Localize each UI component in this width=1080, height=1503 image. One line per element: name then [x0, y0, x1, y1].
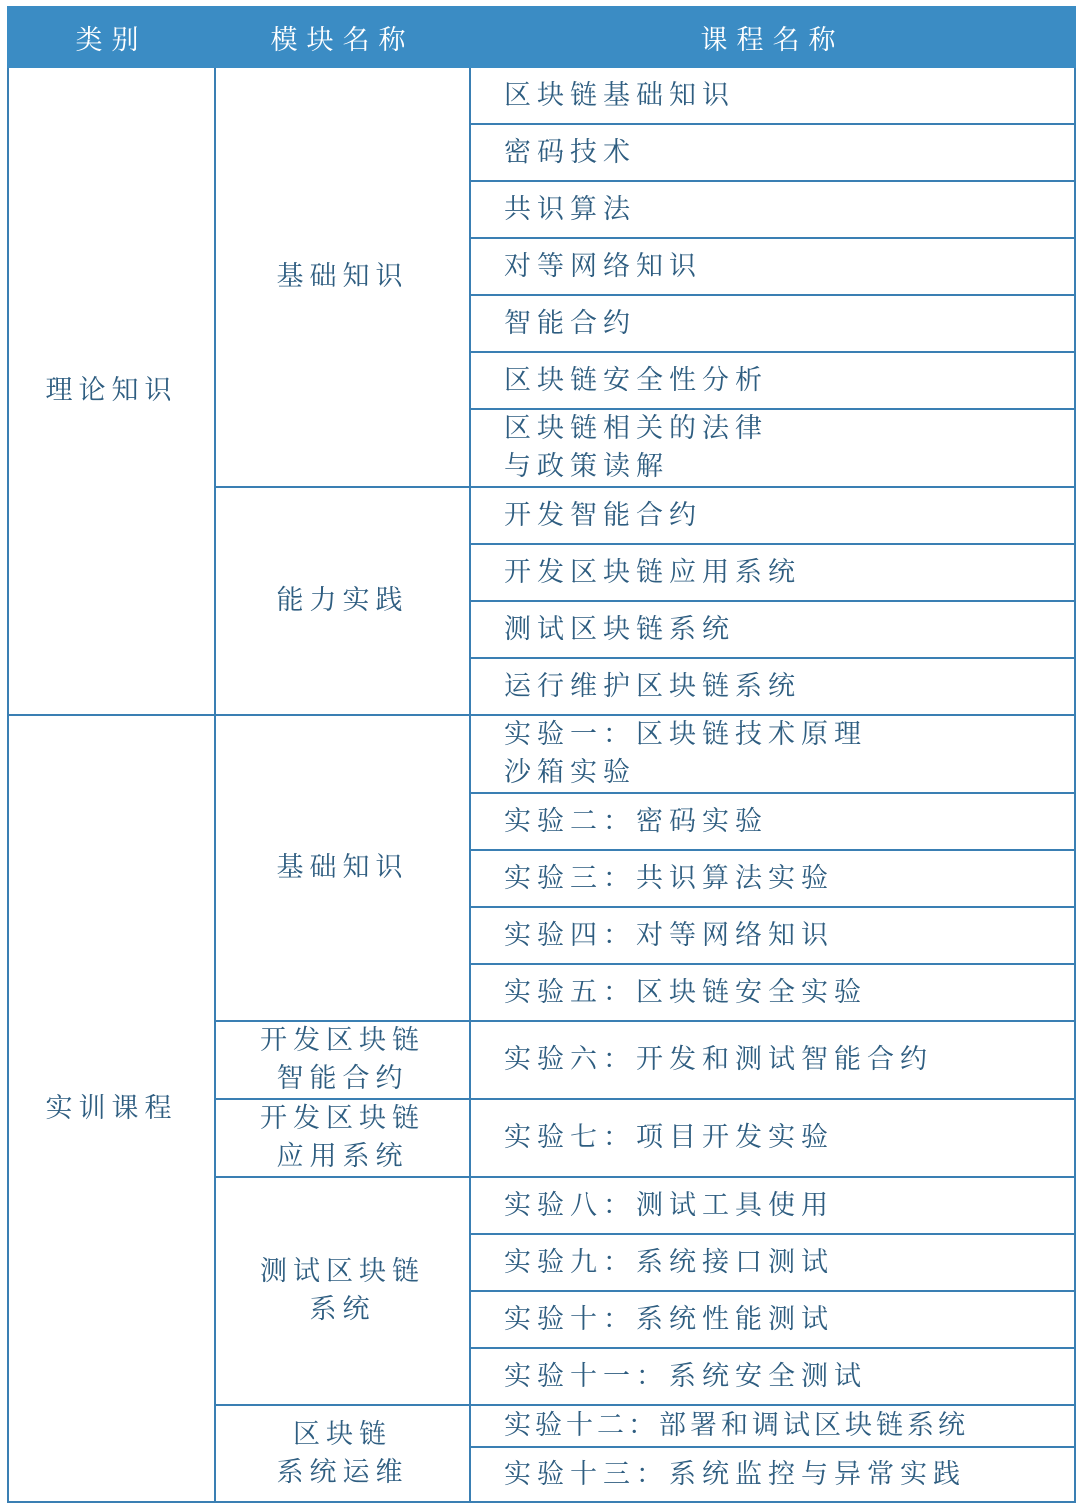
category-cell: 实训课程 [8, 715, 215, 1502]
course-cell: 实验九：系统接口测试 [470, 1234, 1075, 1291]
course-cell: 实验七：项目开发实验 [470, 1099, 1075, 1177]
course-cell: 实验十二：部署和调试区块链系统 [470, 1405, 1075, 1447]
course-cell: 实验四：对等网络知识 [470, 907, 1075, 964]
course-cell: 实验二：密码实验 [470, 793, 1075, 850]
table-row [8, 67, 1075, 124]
module-cell: 基础知识 [215, 715, 470, 1021]
header-course: 课程名称 [470, 7, 1075, 67]
course-cell: 实验一：区块链技术原理 沙箱实验 [470, 715, 1075, 793]
course-cell: 区块链基础知识 [470, 67, 1075, 124]
header-row [8, 7, 1075, 67]
module-cell: 测试区块链 系统 [215, 1177, 470, 1405]
module-cell: 能力实践 [215, 487, 470, 715]
course-cell: 运行维护区块链系统 [470, 658, 1075, 715]
course-cell: 实验三：共识算法实验 [470, 850, 1075, 907]
course-cell: 密码技术 [470, 124, 1075, 181]
course-cell: 测试区块链系统 [470, 601, 1075, 658]
header-category: 类别 [8, 7, 215, 67]
course-cell: 实验十：系统性能测试 [470, 1291, 1075, 1348]
module-cell: 开发区块链 智能合约 [215, 1021, 470, 1099]
course-cell: 实验十三：系统监控与异常实践 [470, 1447, 1075, 1502]
course-cell: 开发智能合约 [470, 487, 1075, 544]
category-cell: 理论知识 [8, 67, 215, 715]
course-cell: 对等网络知识 [470, 238, 1075, 295]
module-cell: 基础知识 [215, 67, 470, 487]
course-cell: 实验六：开发和测试智能合约 [470, 1021, 1075, 1099]
header-module: 模块名称 [215, 7, 470, 67]
course-cell: 实验五：区块链安全实验 [470, 964, 1075, 1021]
course-cell: 智能合约 [470, 295, 1075, 352]
course-cell: 区块链安全性分析 [470, 352, 1075, 409]
table-row [8, 715, 1075, 793]
course-cell: 区块链相关的法律 与政策读解 [470, 409, 1075, 487]
module-cell: 区块链 系统运维 [215, 1405, 470, 1502]
course-cell: 实验八：测试工具使用 [470, 1177, 1075, 1234]
course-cell: 实验十一：系统安全测试 [470, 1348, 1075, 1405]
module-cell: 开发区块链 应用系统 [215, 1099, 470, 1177]
curriculum-table [7, 6, 1076, 1503]
course-cell: 开发区块链应用系统 [470, 544, 1075, 601]
course-cell: 共识算法 [470, 181, 1075, 238]
